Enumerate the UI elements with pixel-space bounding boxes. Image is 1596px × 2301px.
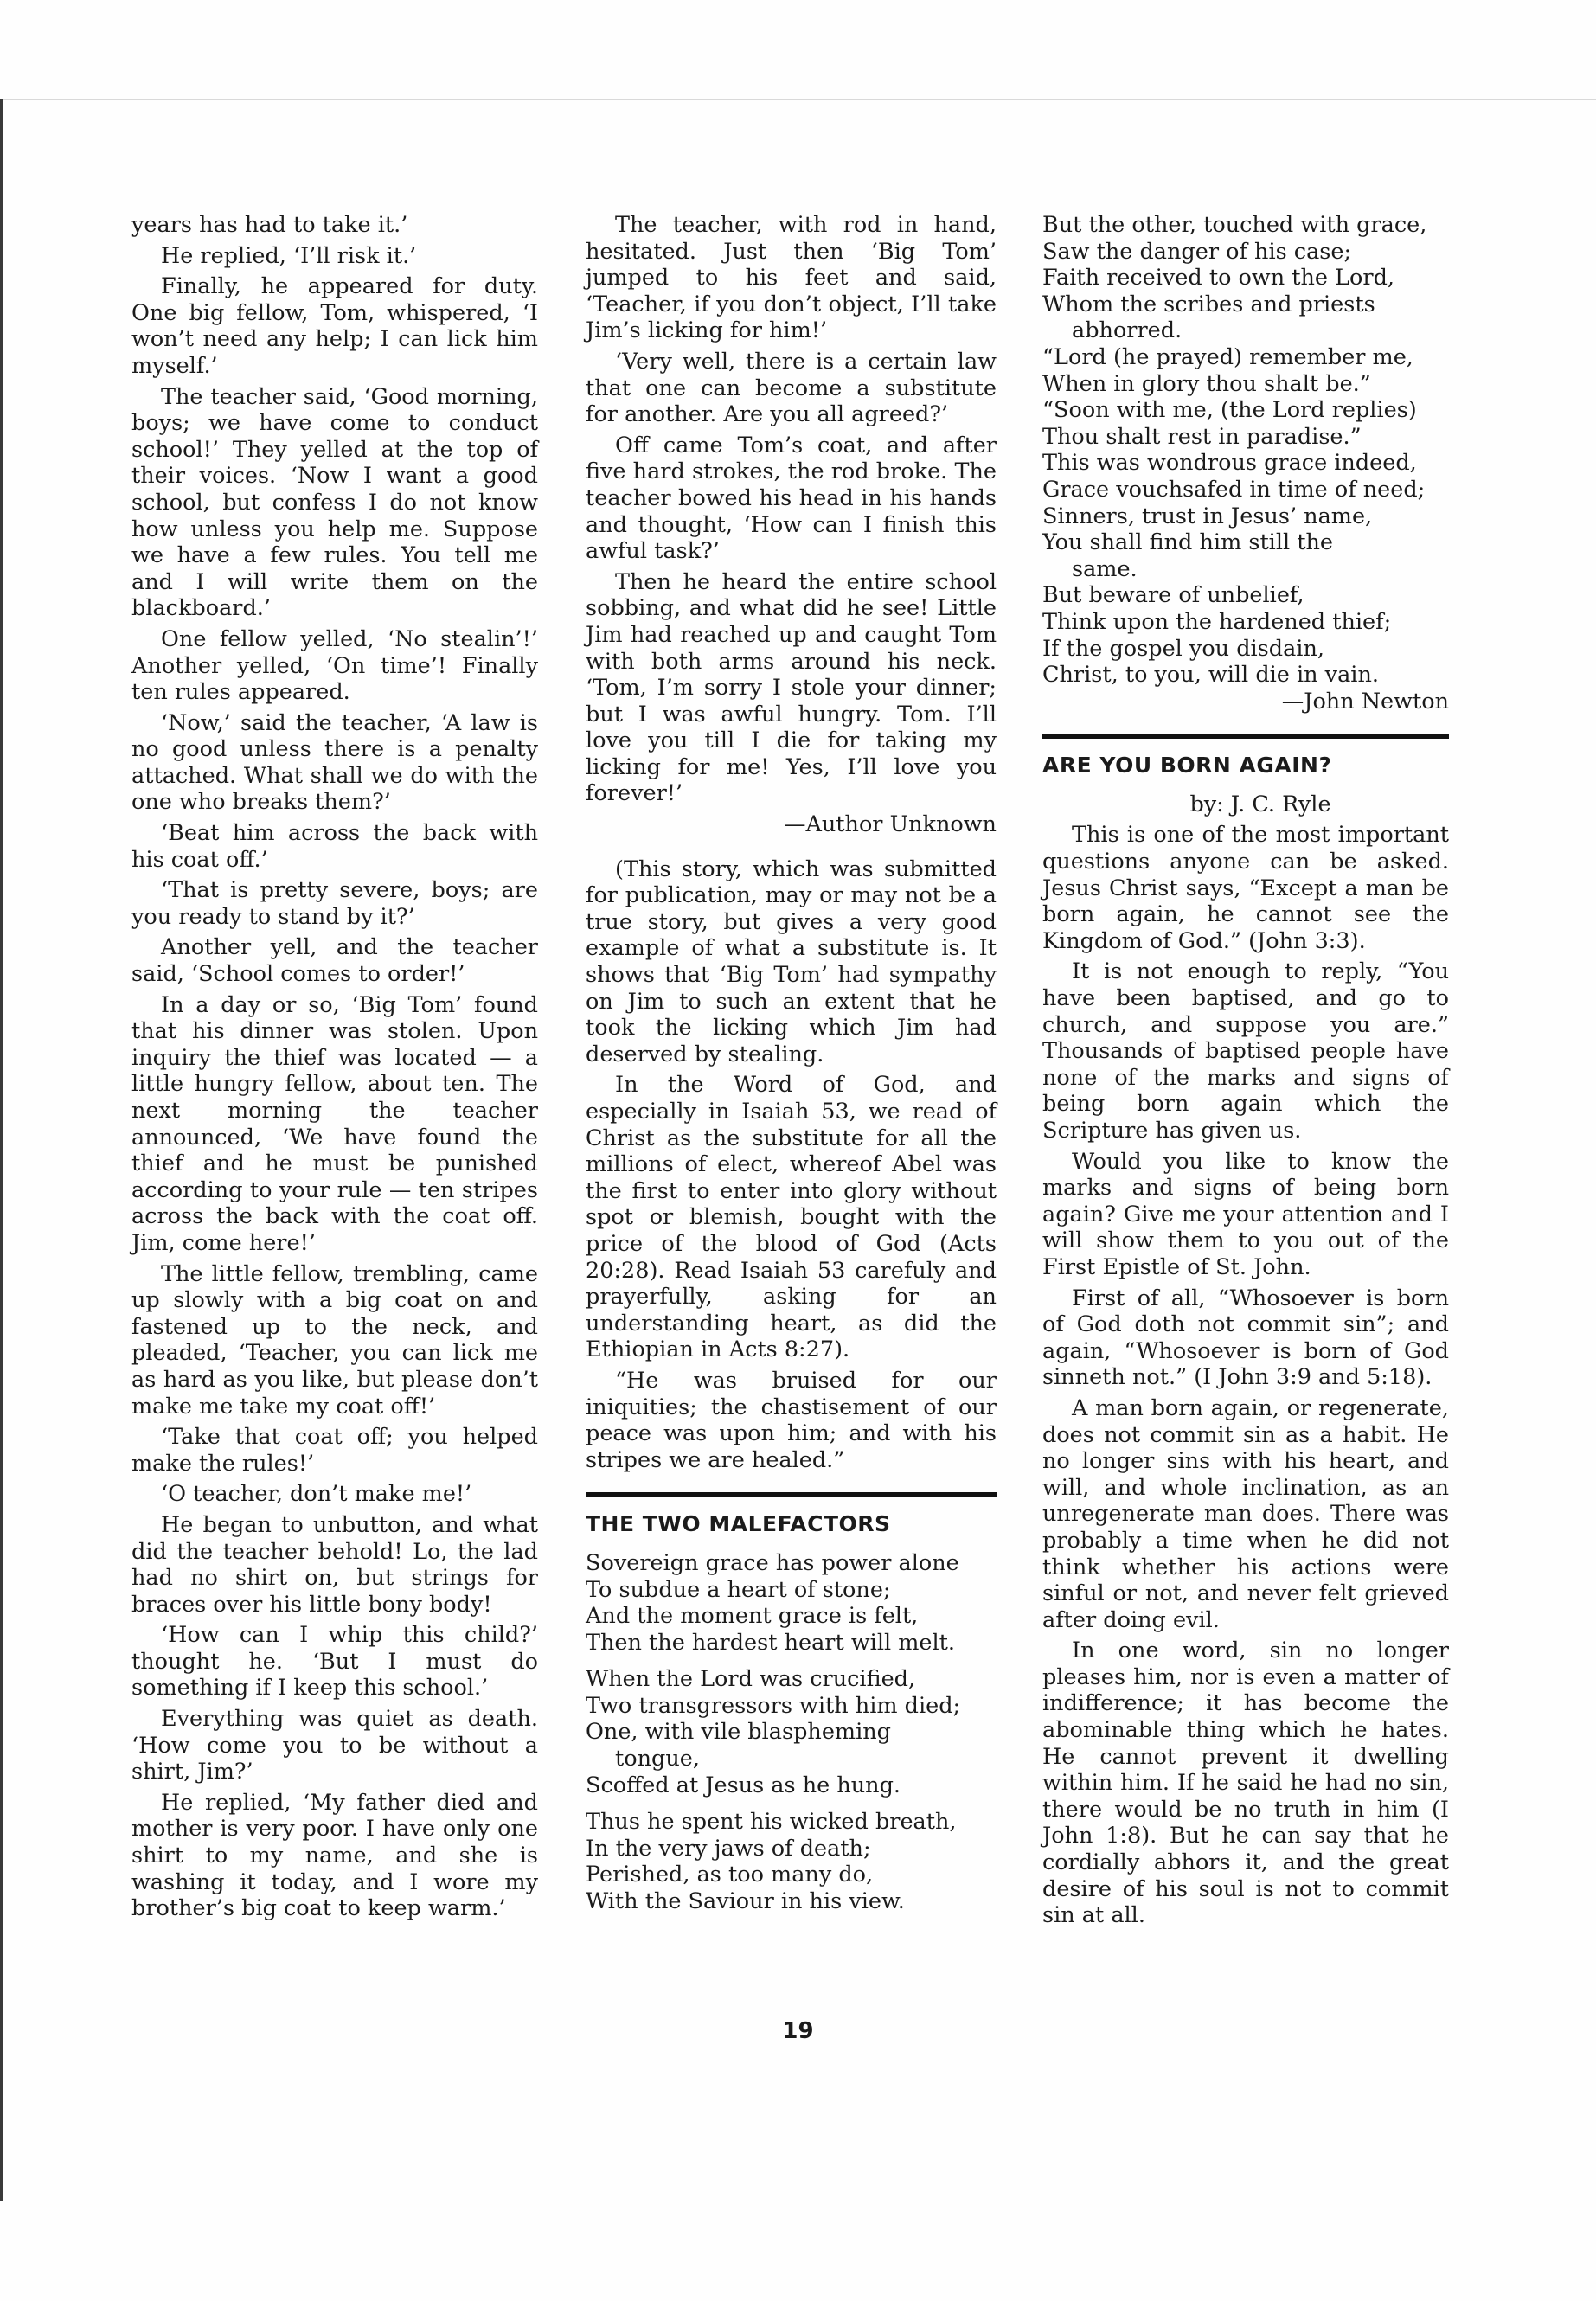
poem-line: Saw the danger of his case; bbox=[1042, 238, 1352, 265]
poem-continuation bbox=[1042, 212, 1449, 689]
paragraph: ‘Take that coat off; you helped make the rules!’ bbox=[131, 1424, 538, 1477]
poem-line: And the moment grace is felt, bbox=[586, 1603, 919, 1630]
paragraph: Another yell, and the teacher said, ‘School comes to order!’ bbox=[131, 934, 538, 988]
poem-line: But the other, touched with grace, bbox=[1042, 212, 1427, 238]
poem-line: In the very jaws of death; bbox=[586, 1835, 871, 1862]
poem-line: When in glory thou shalt be.” bbox=[1042, 370, 1371, 397]
poem-line: abhorred. bbox=[1072, 317, 1183, 344]
poem-line: When the Lord was crucified, bbox=[586, 1666, 916, 1693]
poem-line: This was wondrous grace indeed, bbox=[1042, 450, 1417, 477]
poem-stanza bbox=[586, 1550, 997, 1656]
page-edge bbox=[0, 99, 1596, 100]
poem-line: “Lord (he prayed) remember me, bbox=[1042, 343, 1413, 370]
paragraph: (This story, which was submitted for publication, may or may not be a true story, but gives a very good example of what a substitute is. It shows that ‘Big Tom’ had sympathy on Jim to such an extent that he took the licking which Jim had deserved by stealing. bbox=[586, 856, 997, 1067]
column-1 bbox=[131, 212, 538, 1926]
paragraph: He replied, ‘I’ll risk it.’ bbox=[161, 242, 417, 269]
paragraph: First of all, “Whosoever is born of God doth not commit sin”; and again, “Whosoever is born of God sinneth not.” (I John 3:9 and 5:18). bbox=[1042, 1285, 1449, 1391]
paragraph: ‘Very well, there is a certain law that one can become a substitute for another. Are you all agreed?’ bbox=[586, 348, 997, 428]
poem-line: Sovereign grace has power alone bbox=[586, 1549, 959, 1576]
column-2 bbox=[586, 212, 997, 1926]
story-attribution: —Author Unknown bbox=[783, 811, 997, 838]
paragraph: In the Word of God, and especially in Isaiah 53, we read of Christ as the substitute for all the millions of elect, whereof Abel was the first to enter into glory without spot or blemish, bought with the price of the blood of God (Acts 20:28). Read Isaiah 53 carefuly and prayerfully, asking for an understanding heart, as did the Ethiopian in Acts 8:27). bbox=[586, 1072, 997, 1363]
poem-stanza bbox=[586, 1666, 997, 1798]
paragraph: Then he heard the entire school sobbing, and what did he see! Little Jim had reached up and caught Tom with both arms around his neck. ‘Tom, I’m sorry I stole your dinner; but I was awful hungry. Tom. I’ll love you till I die for taking my licking for me! Yes, I’ll love you forever!’ bbox=[586, 568, 997, 807]
paragraph: In one word, sin no longer pleases him, nor is even a matter of indifference; it has become the abominable thing which he hates. He cannot prevent it dwelling within him. If he said he had no sin, there would be no truth in him (I John 1:8). But he can say that he cordially abhors it, and the great desire of his soul is not to commit sin at all. bbox=[1042, 1638, 1449, 1929]
paragraph: He began to unbutton, and what did the teacher behold! Lo, the lad had no shirt on, but strings for braces over his little bony body! bbox=[131, 1511, 538, 1618]
paragraph: In a day or so, ‘Big Tom’ found that his dinner was stolen. Upon inquiry the thief was located — a little hungry fellow, about ten. The next morning the teacher announced, ‘We have found the thief and he must be punished according to your rule — ten stripes across the back with the coat off. Jim, come here!’ bbox=[131, 991, 538, 1256]
paragraph: A man born again, or regenerate, does not commit sin as a habit. He no longer sins with his heart, and will, and whole inclination, as an unregenerate man does. There was probably a time when he did not think whether his actions were sinful or not, and never felt grieved after doing evil. bbox=[1042, 1394, 1449, 1633]
byline: by: J. C. Ryle bbox=[1189, 791, 1331, 817]
paragraph: The little fellow, trembling, came up slowly with a big coat on and fastened up to the neck, and pleaded, ‘Teacher, you can lick me as hard as you like, but please don’t make me take my coat off!’ bbox=[131, 1260, 538, 1420]
poem-line: Faith received to own the Lord, bbox=[1042, 265, 1395, 292]
poem-line: “Soon with me, (the Lord replies) bbox=[1042, 397, 1417, 424]
paragraph: ‘Now,’ said the teacher, ‘A law is no good unless there is a penalty attached. What shall we do with the one who breaks them?’ bbox=[131, 709, 538, 816]
paragraph: The teacher, with rod in hand, hesitated. Just then ‘Big Tom’ jumped to his feet and said, ‘Teacher, if you don’t object, I’ll take Jim’s licking for him!’ bbox=[586, 212, 997, 344]
paragraph: Everything was quiet as death. ‘How come you to be without a shirt, Jim?’ bbox=[131, 1706, 538, 1785]
paragraph: This is one of the most important questions anyone can be asked. Jesus Christ says, “Except a man be born again, he cannot see the Kingdom of God.” (John 3:3). bbox=[1042, 822, 1449, 954]
poem-line: Thus he spent his wicked breath, bbox=[586, 1809, 957, 1836]
paragraph: ‘How can I whip this child?’ thought he. ‘But I must do something if I keep this school.’ bbox=[131, 1622, 538, 1702]
page-number: 19 bbox=[782, 2018, 814, 2044]
poem-line: Two transgressors with him died; bbox=[586, 1692, 961, 1719]
poem-line: Then the hardest heart will melt. bbox=[586, 1629, 956, 1656]
paragraph: Off came Tom’s coat, and after five hard strokes, the rod broke. The teacher bowed his head in his hands and thought, ‘How can I finish this awful task?’ bbox=[586, 432, 997, 565]
poem-line: Christ, to you, will die in vain. bbox=[1042, 662, 1379, 689]
paragraph: It is not enough to reply, “You have been baptised, and go to church, and suppose you are.” Thousands of baptised people have none of the marks and signs of being born again which the Scripture has given us. bbox=[1042, 958, 1449, 1144]
poem-line: Whom the scribes and priests bbox=[1042, 291, 1375, 317]
poem-title: THE TWO MALEFACTORS bbox=[586, 1511, 891, 1537]
poem-line: You shall find him still the bbox=[1042, 529, 1334, 556]
poem-line: Scoffed at Jesus as he hung. bbox=[586, 1772, 901, 1798]
poem-line: But beware of unbelief, bbox=[1042, 582, 1304, 609]
poem-line: With the Saviour in his view. bbox=[586, 1888, 905, 1915]
poem-line: Think upon the hardened thief; bbox=[1042, 608, 1392, 635]
poem-line: tongue, bbox=[615, 1746, 700, 1772]
poem-stanza bbox=[586, 1809, 997, 1914]
page-edge-left bbox=[0, 99, 3, 2201]
poem-line: same. bbox=[1072, 555, 1138, 582]
poem-line: Perished, as too many do, bbox=[586, 1862, 874, 1888]
article-title: ARE YOU BORN AGAIN? bbox=[1042, 753, 1332, 779]
paragraph: ‘That is pretty severe, boys; are you ready to stand by it?’ bbox=[131, 877, 538, 930]
paragraph: Would you like to know the marks and signs of being born again? Give me your attention and I will show them to you out of the First Epistle of St. John. bbox=[1042, 1148, 1449, 1280]
poem-line: If the gospel you disdain, bbox=[1042, 635, 1324, 662]
column-3 bbox=[1042, 212, 1449, 1933]
paragraph: The teacher said, ‘Good morning, boys; we have come to conduct school!’ They yelled at the top of their voices. ‘Now I want a good school, but confess I do not know how unless you help me. Suppose we have a few rules. You tell me and I will write them on the blackboard.’ bbox=[131, 383, 538, 622]
poem-line: Grace vouchsafed in time of need; bbox=[1042, 476, 1426, 503]
paragraph: ‘Beat him across the back with his coat off.’ bbox=[131, 820, 538, 873]
poem-line: Sinners, trust in Jesus’ name, bbox=[1042, 503, 1373, 529]
paragraph: One fellow yelled, ‘No stealin’!’ Another yelled, ‘On time’! Finally ten rules appeared. bbox=[131, 625, 538, 706]
poem-line: Thou shalt rest in paradise.” bbox=[1042, 423, 1362, 450]
paragraph: He replied, ‘My father died and mother is very poor. I have only one shirt to my name, and she is washing it today, and I wore my brother’s big coat to keep warm.’ bbox=[131, 1789, 538, 1922]
paragraph: ‘O teacher, don’t make me!’ bbox=[161, 1481, 472, 1508]
poem-line: To subdue a heart of stone; bbox=[586, 1576, 891, 1603]
paragraph: Finally, he appeared for duty. One big fellow, Tom, whispered, ‘I won’t need any help; I can lick him myself.’ bbox=[131, 273, 538, 379]
section-divider bbox=[586, 1492, 997, 1497]
poem-attribution: —John Newton bbox=[1281, 688, 1449, 715]
poem-line: One, with vile blaspheming bbox=[586, 1719, 891, 1746]
paragraph: years has had to take it.’ bbox=[131, 212, 408, 238]
section-divider bbox=[1042, 734, 1449, 739]
paragraph: “He was bruised for our iniquities; the chastisement of our peace was upon him; and with his stripes we are healed.” bbox=[586, 1367, 997, 1473]
